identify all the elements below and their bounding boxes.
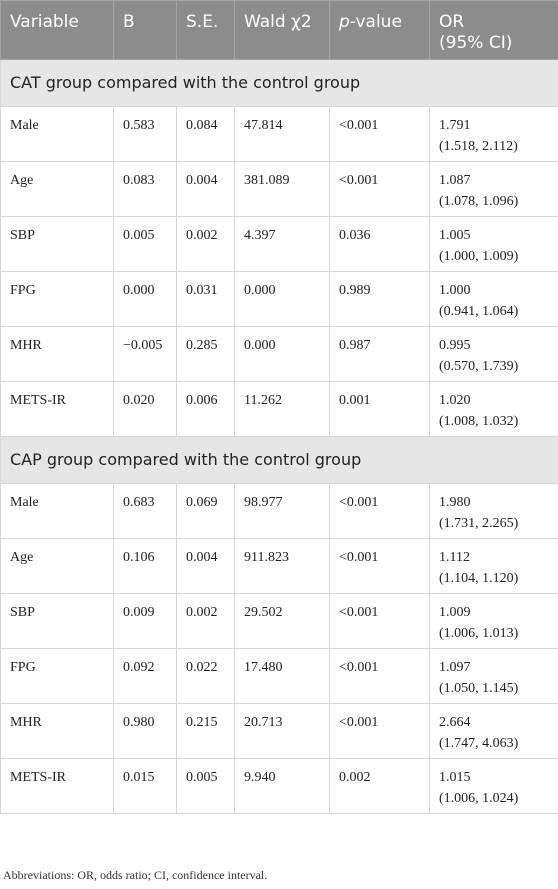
- cell-p: 0.989: [330, 272, 430, 327]
- cell-b: 0.583: [114, 107, 177, 162]
- cell-or: [430, 484, 558, 539]
- cell-p: <0.001: [330, 107, 430, 162]
- cell-p: <0.001: [330, 704, 430, 759]
- cell-p: <0.001: [330, 539, 430, 594]
- header-p-value: [330, 1, 430, 60]
- or-ci: (0.570, 1.739): [439, 359, 519, 374]
- header-wald: Wald χ2: [235, 1, 330, 60]
- header-variable: Variable: [1, 1, 114, 60]
- cell-p: 0.036: [330, 217, 430, 272]
- cell-or: [430, 649, 558, 704]
- or-ci: (1.000, 1.009): [439, 249, 519, 264]
- cell-or: [430, 539, 558, 594]
- cell-p: <0.001: [330, 649, 430, 704]
- header-p-italic: p: [339, 12, 350, 32]
- table-row: [1, 539, 558, 594]
- cell-wald: 0.000: [235, 327, 330, 382]
- cell-se: 0.084: [177, 107, 235, 162]
- header-or-line2: (95% CI): [439, 33, 513, 53]
- or-ci: (1.104, 1.120): [439, 571, 519, 586]
- cell-or: [430, 594, 558, 649]
- cell-se: 0.004: [177, 539, 235, 594]
- cell-variable: MHR: [1, 704, 114, 759]
- cell-se: 0.002: [177, 217, 235, 272]
- or-value: 1.020: [439, 393, 471, 408]
- table-row: [1, 649, 558, 704]
- cell-se: 0.005: [177, 759, 235, 814]
- or-ci: (1.747, 4.063): [439, 736, 519, 751]
- cell-b: 0.020: [114, 382, 177, 437]
- cell-se: 0.069: [177, 484, 235, 539]
- or-ci: (1.008, 1.032): [439, 414, 519, 429]
- cell-wald: 98.977: [235, 484, 330, 539]
- table-body: [1, 60, 558, 814]
- or-value: 1.791: [439, 118, 471, 133]
- cell-wald: 47.814: [235, 107, 330, 162]
- cell-or: [430, 162, 558, 217]
- cell-wald: 911.823: [235, 539, 330, 594]
- cell-or: [430, 272, 558, 327]
- cell-se: 0.031: [177, 272, 235, 327]
- or-value: 0.995: [439, 338, 471, 353]
- cell-wald: 4.397: [235, 217, 330, 272]
- or-value: 1.005: [439, 228, 471, 243]
- cell-p: <0.001: [330, 594, 430, 649]
- or-value: 1.000: [439, 283, 471, 298]
- cell-p: 0.002: [330, 759, 430, 814]
- table-row: [1, 704, 558, 759]
- cell-or: [430, 704, 558, 759]
- table-row: [1, 484, 558, 539]
- cell-or: [430, 217, 558, 272]
- cell-b: 0.015: [114, 759, 177, 814]
- cell-or: [430, 107, 558, 162]
- cell-wald: 20.713: [235, 704, 330, 759]
- header-se: S.E.: [177, 1, 235, 60]
- cell-b: 0.009: [114, 594, 177, 649]
- cell-b: 0.980: [114, 704, 177, 759]
- cell-variable: MHR: [1, 327, 114, 382]
- or-ci: (0.941, 1.064): [439, 304, 519, 319]
- cell-b: 0.005: [114, 217, 177, 272]
- header-or: [430, 1, 558, 60]
- cell-b: −0.005: [114, 327, 177, 382]
- cell-se: 0.285: [177, 327, 235, 382]
- table-row: [1, 217, 558, 272]
- table-row: [1, 272, 558, 327]
- cell-variable: METS-IR: [1, 382, 114, 437]
- cell-variable: Male: [1, 484, 114, 539]
- group-header-row: [1, 60, 558, 107]
- cell-p: 0.987: [330, 327, 430, 382]
- cell-variable: Age: [1, 539, 114, 594]
- group-header-row: [1, 437, 558, 484]
- header-b: B: [114, 1, 177, 60]
- cell-variable: FPG: [1, 272, 114, 327]
- or-value: 1.112: [439, 550, 470, 565]
- cell-or: [430, 759, 558, 814]
- cell-variable: FPG: [1, 649, 114, 704]
- table-row: [1, 594, 558, 649]
- header-or-line1: OR: [439, 12, 465, 32]
- cell-variable: SBP: [1, 594, 114, 649]
- or-value: 1.015: [439, 770, 471, 785]
- cell-wald: 9.940: [235, 759, 330, 814]
- cell-se: 0.006: [177, 382, 235, 437]
- table-row: [1, 107, 558, 162]
- header-p-rest: -value: [349, 12, 402, 32]
- or-value: 1.097: [439, 660, 471, 675]
- or-ci: (1.731, 2.265): [439, 516, 519, 531]
- or-ci: (1.050, 1.145): [439, 681, 519, 696]
- or-ci: (1.518, 2.112): [439, 139, 518, 154]
- header-row: [1, 1, 558, 60]
- cell-variable: Age: [1, 162, 114, 217]
- cell-variable: SBP: [1, 217, 114, 272]
- cell-wald: 11.262: [235, 382, 330, 437]
- cell-b: 0.000: [114, 272, 177, 327]
- cell-wald: 381.089: [235, 162, 330, 217]
- table-row: [1, 382, 558, 437]
- cell-or: [430, 327, 558, 382]
- group-title: CAT group compared with the control group: [1, 60, 558, 107]
- table-row: [1, 759, 558, 814]
- cell-b: 0.106: [114, 539, 177, 594]
- footnote: Abbreviations: OR, odds ratio; CI, confidence interval.: [3, 868, 268, 882]
- cell-se: 0.002: [177, 594, 235, 649]
- or-value: 1.980: [439, 495, 471, 510]
- cell-b: 0.083: [114, 162, 177, 217]
- cell-se: 0.022: [177, 649, 235, 704]
- cell-se: 0.215: [177, 704, 235, 759]
- cell-b: 0.683: [114, 484, 177, 539]
- cell-b: 0.092: [114, 649, 177, 704]
- cell-p: <0.001: [330, 484, 430, 539]
- cell-p: 0.001: [330, 382, 430, 437]
- or-ci: (1.006, 1.013): [439, 626, 519, 641]
- cell-wald: 17.480: [235, 649, 330, 704]
- cell-wald: 29.502: [235, 594, 330, 649]
- or-value: 1.087: [439, 173, 471, 188]
- or-ci: (1.078, 1.096): [439, 194, 519, 209]
- or-ci: (1.006, 1.024): [439, 791, 519, 806]
- cell-wald: 0.000: [235, 272, 330, 327]
- or-value: 1.009: [439, 605, 471, 620]
- cell-or: [430, 382, 558, 437]
- group-title: CAP group compared with the control group: [1, 437, 558, 484]
- cell-variable: METS-IR: [1, 759, 114, 814]
- cell-se: 0.004: [177, 162, 235, 217]
- table-row: [1, 327, 558, 382]
- or-value: 2.664: [439, 715, 471, 730]
- cell-p: <0.001: [330, 162, 430, 217]
- cell-variable: Male: [1, 107, 114, 162]
- table-row: [1, 162, 558, 217]
